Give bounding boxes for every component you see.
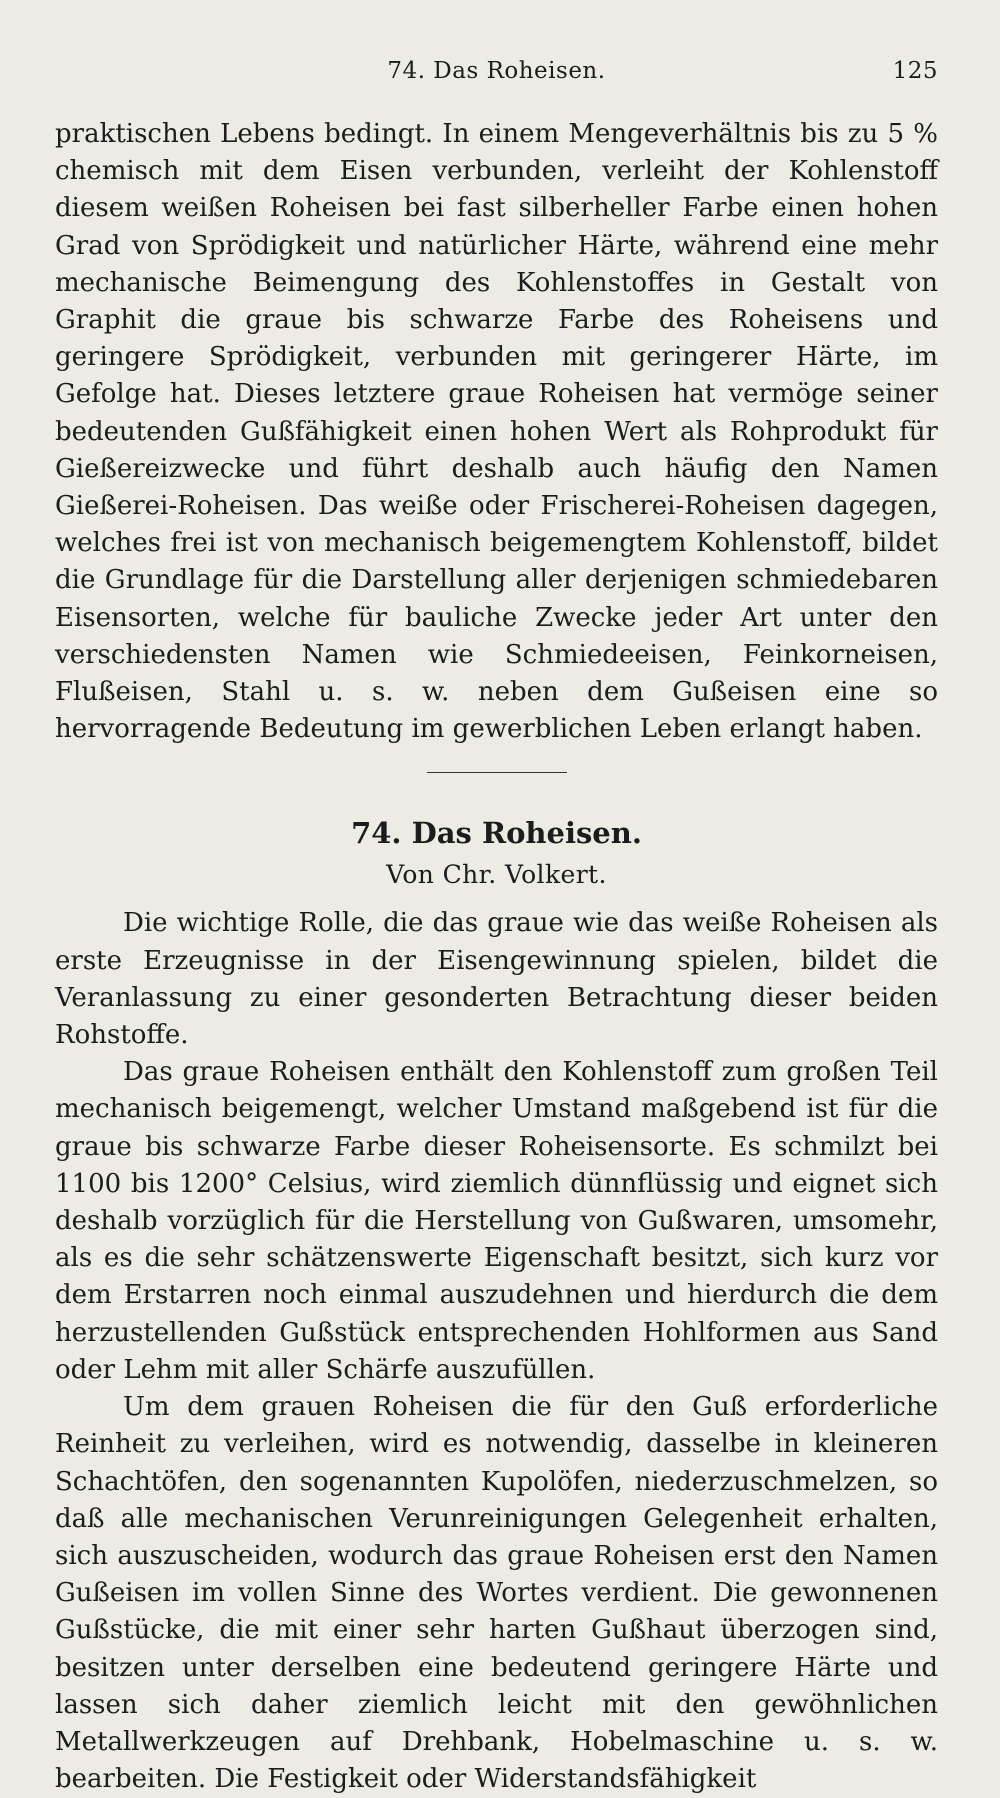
page-number: 125 xyxy=(892,58,938,84)
chapter-paragraph-3: Um dem grauen Roheisen die für den Guß erforderliche Reinheit zu verleihen, wird es notwendig, dasselbe in kleineren Schachtöfen, den sogenannten Kupolöfen, niederzuschmelzen, so daß alle mechanischen Verunreinigungen Gelegenheit erhalten, sich auszuscheiden, wodurch das graue Roheisen erst den Namen Gußeisen im vollen Sinne des Wortes verdient. Die gewonnenen Gußstücke, die mit einer sehr harten Gußhaut überzogen sind, besitzen unter derselben eine bedeutend geringere Härte und lassen sich daher ziemlich leicht mit den gewöhnlichen Metallwerkzeugen auf Drehbank, Hobelmaschine u. s. w. bearbeiten. Die Festigkeit oder Widerstandsfähigkeit xyxy=(55,1392,938,1795)
page-text xyxy=(55,116,938,1798)
chapter-heading: 74. Das Roheisen. xyxy=(351,816,642,851)
running-title: 74. Das Roheisen. xyxy=(387,58,606,84)
continued-paragraph: praktischen Lebens bedingt. In einem Mengeverhältnis bis zu 5 % chemisch mit dem Eisen verbunden, verleiht der Kohlenstoff diesem weißen Roheisen bei fast silberheller Farbe einen hohen Grad von Sprödigkeit und natürlicher Härte, während eine mehr mechanische Beimengung des Kohlenstoffes in Gestalt von Graphit die graue bis schwarze Farbe des Roheisens und geringere Sprödigkeit, verbunden mit geringerer Härte, im Gefolge hat. Dieses letztere graue Roheisen hat vermöge seiner bedeutenden Gußfähigkeit einen hohen Wert als Rohprodukt für Gießereizwecke und führt deshalb auch häufig den Namen Gießerei-Roheisen. Das weiße oder Frischerei-Roheisen dagegen, welches frei ist von mechanisch beigemengtem Kohlenstoff, bildet die Grundlage für die Darstellung aller derjenigen schmiedebaren Eisensorten, welche für bauliche Zwecke jeder Art unter den verschiedensten Namen wie Schmiedeeisen, Feinkorneisen, Flußeisen, Stahl u. s. w. neben dem Gußeisen eine so hervorragende Bedeutung im gewerblichen Leben erlangt haben. xyxy=(55,119,938,745)
author-byline: Von Chr. Volkert. xyxy=(386,860,607,890)
running-header xyxy=(55,58,938,98)
chapter-paragraph-2: Das graue Roheisen enthält den Kohlenstoff zum großen Teil mechanisch beigemengt, welcher Umstand maßgebend ist für die graue bis schwarze Farbe dieser Roheisensorte. Es schmilzt bei 1100 bis 1200° Celsius, wird ziemlich dünnflüssig und eignet sich deshalb vorzüglich für die Herstellung von Gußwaren, umsomehr, als es die sehr schätzenswerte Eigenschaft besitzt, sich kurz vor dem Erstarren noch einmal auszudehnen und hierdurch die dem herzustellenden Gußstück entsprechenden Hohlformen aus Sand oder Lehm mit aller Schärfe auszufüllen. xyxy=(55,1057,938,1385)
book-page xyxy=(0,58,1000,1795)
chapter-paragraph-1: Die wichtige Rolle, die das graue wie das weiße Roheisen als erste Erzeugnisse in der Eisengewinnung spielen, bildet die Veranlassung zu einer gesonderten Betrachtung dieser beiden Rohstoffe. xyxy=(55,908,938,1051)
section-divider xyxy=(427,772,567,773)
